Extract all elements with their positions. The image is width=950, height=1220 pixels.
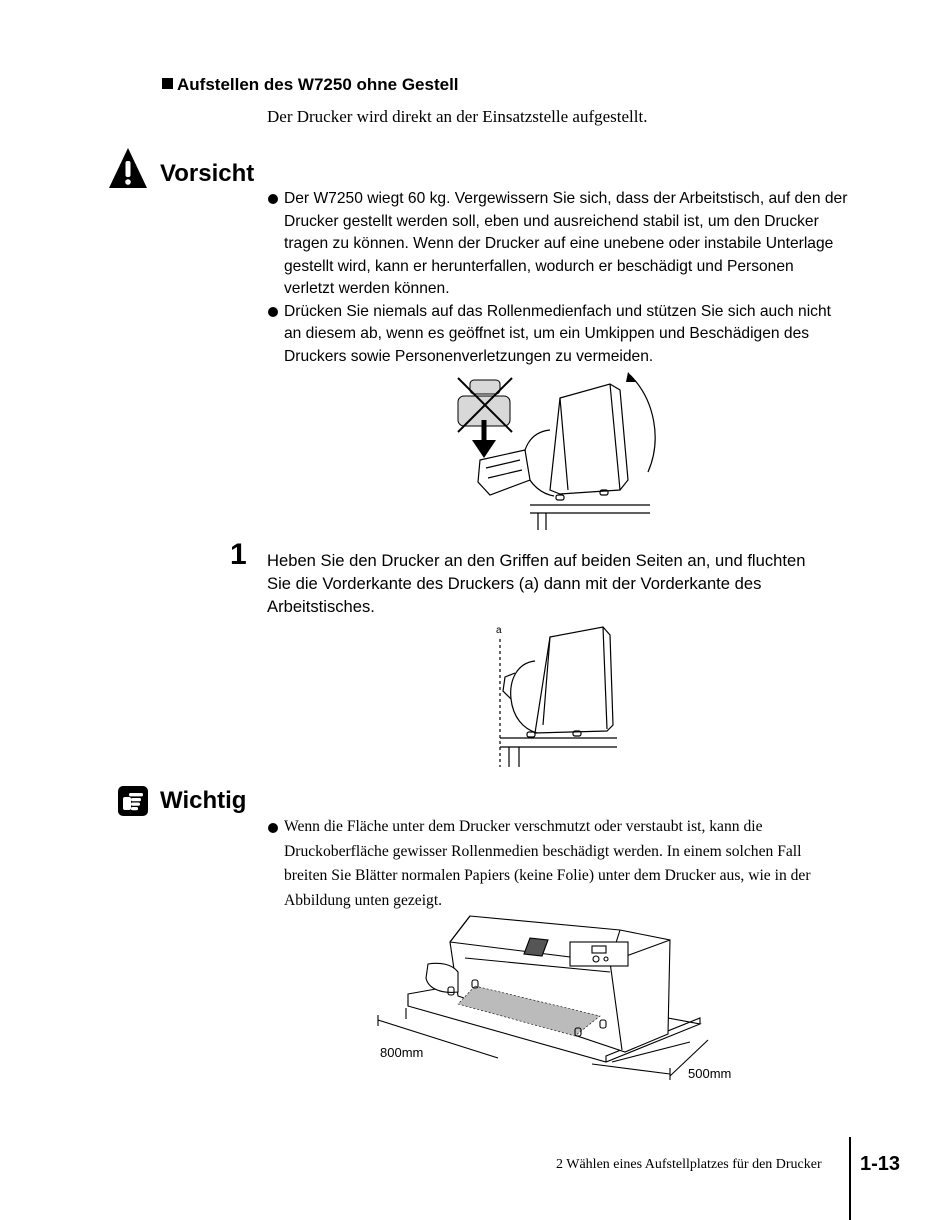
bullet-icon: [268, 307, 278, 317]
step-number: 1: [230, 538, 247, 571]
footer-chapter-text: 2 Wählen eines Aufstellplatzes für den Drucker: [556, 1157, 822, 1172]
printer-tilt-warning-illustration: [450, 370, 670, 530]
figure-label-a: a: [496, 625, 502, 636]
pointing-hand-icon: [117, 785, 149, 817]
warning-triangle-icon: [107, 146, 149, 190]
dimension-depth-label: 500mm: [688, 1066, 732, 1081]
list-item: Wenn die Fläche unter dem Drucker verschmutzt oder verstaubt ist, kann die Druckoberfläche gewisser Rollenmedien beschädigt werden. In einem solchen Fall breiten Sie Blätter normalen Papiers (keine Folie) unter dem Drucker aus, wie in der Abbildung unten gezeigt.: [268, 815, 848, 913]
section-heading: Aufstellen des W7250 ohne Gestell: [162, 75, 459, 95]
page-number: 1-13: [860, 1153, 901, 1175]
square-bullet-icon: [162, 78, 173, 89]
list-item: Der W7250 wiegt 60 kg. Vergewissern Sie sich, dass der Arbeitstisch, auf den der Drucker gestellt werden soll, eben und ausreichend stabil ist, um den Drucker tragen zu können. Wenn der Drucker auf eine unebene oder instabile Unterlage gestellt wird, kann er herunterfallen, wodurch er beschädigt und Personen verletzt werden können.: [268, 188, 848, 301]
caution-list: [268, 188, 848, 368]
bullet-icon: [268, 823, 278, 833]
caution-title: Vorsicht: [160, 160, 255, 187]
bullet-icon: [268, 194, 278, 204]
important-title: Wichtig: [160, 787, 247, 814]
printer-alignment-illustration: [495, 625, 620, 770]
important-list: [268, 815, 848, 913]
dimension-width-label: 800mm: [380, 1045, 424, 1060]
list-item: Drücken Sie niemals auf das Rollenmedienfach und stützen Sie sich auch nicht an diesem ab, wenn es geöffnet ist, um ein Umkippen und Beschädigen des Druckers sowie Personenverletzungen zu vermeiden.: [268, 301, 848, 369]
intro-text: Der Drucker wird direkt an der Einsatzstelle aufgestellt.: [267, 107, 648, 126]
step-text: Heben Sie den Drucker an den Griffen auf beiden Seiten an, und fluchten Sie die Vorderkante des Druckers (a) dann mit der Vorderkante des Arbeitstisches.: [267, 551, 806, 616]
footer-divider: [849, 1137, 851, 1220]
